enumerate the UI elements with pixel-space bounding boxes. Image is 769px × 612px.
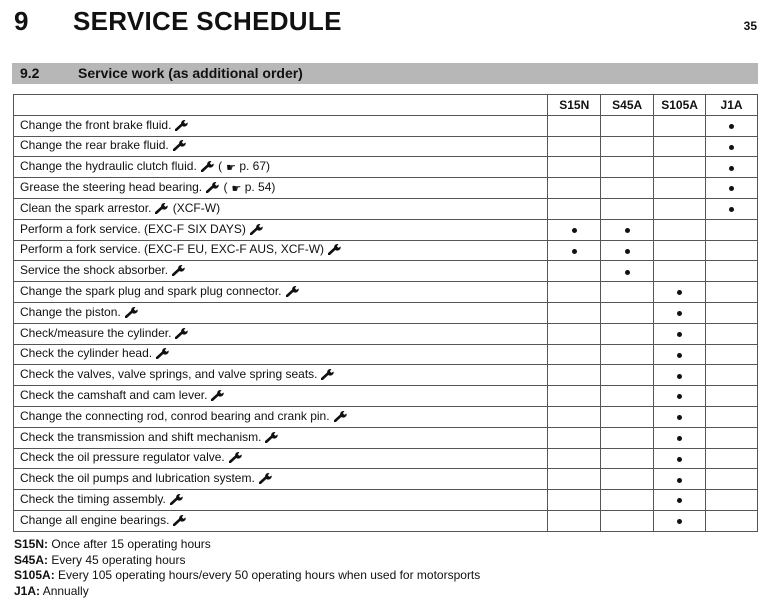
legend-item — [14, 553, 480, 569]
interval-cell-s45a — [601, 323, 654, 344]
chapter-number: 9 — [14, 6, 29, 36]
table-row — [14, 365, 758, 386]
interval-cell-j1a — [706, 240, 758, 261]
interval-cell-j1a — [706, 427, 758, 448]
section-number: 9.2 — [20, 65, 40, 81]
interval-cell-j1a — [706, 469, 758, 490]
interval-cell-s45a — [601, 386, 654, 407]
wrench-icon — [328, 243, 342, 258]
interval-cell-s105a — [654, 302, 706, 323]
task-cell — [14, 302, 548, 323]
task-label: Change the rear brake fluid. — [20, 138, 169, 153]
task-cell — [14, 448, 548, 469]
task-cell — [14, 469, 548, 490]
interval-cell-j1a — [706, 261, 758, 282]
wrench-icon — [125, 306, 139, 321]
interval-legend — [14, 537, 480, 599]
table-row — [14, 136, 758, 157]
bullet-icon — [677, 394, 682, 399]
legend-text: Once after 15 operating hours — [51, 537, 211, 551]
wrench-icon — [175, 119, 189, 134]
page-reference: p. 54 — [244, 180, 272, 195]
interval-cell-s15n — [548, 178, 601, 199]
interval-cell-s15n — [548, 490, 601, 511]
task-label: Check the timing assembly. — [20, 492, 166, 507]
model-note: (XCF-W) — [172, 200, 221, 215]
interval-cell-s45a — [601, 261, 654, 282]
bullet-icon — [677, 311, 682, 316]
interval-cell-s105a — [654, 261, 706, 282]
wrench-icon — [211, 389, 225, 404]
legend-text: Annually — [42, 583, 89, 598]
page-reference: p. 67 — [239, 159, 267, 174]
interval-cell-s15n — [548, 469, 601, 490]
interval-cell-s45a — [601, 490, 654, 511]
table-row — [14, 157, 758, 178]
bullet-icon — [677, 332, 682, 337]
task-label: Change the front brake fluid. — [20, 117, 172, 132]
interval-cell-j1a — [706, 448, 758, 469]
interval-cell-s15n — [548, 510, 601, 531]
legend-code: S105A: — [14, 568, 55, 582]
interval-cell-s45a — [601, 365, 654, 386]
interval-cell-s15n — [548, 386, 601, 407]
task-cell — [14, 198, 548, 219]
section-header-bar — [12, 63, 758, 84]
interval-cell-s105a — [654, 282, 706, 303]
task-label: Change the piston. — [20, 304, 121, 319]
interval-cell-s15n — [548, 219, 601, 240]
task-cell — [14, 240, 548, 261]
bullet-icon — [625, 228, 630, 233]
bullet-icon — [572, 228, 577, 233]
interval-cell-s45a — [601, 136, 654, 157]
interval-cell-s105a — [654, 240, 706, 261]
interval-cell-s45a — [601, 115, 654, 136]
wrench-icon — [170, 493, 184, 508]
wrench-icon — [155, 202, 169, 217]
wrench-icon — [156, 347, 170, 362]
interval-cell-s15n — [548, 157, 601, 178]
interval-cell-j1a — [706, 344, 758, 365]
task-cell — [14, 344, 548, 365]
wrench-icon — [173, 139, 187, 154]
interval-cell-j1a — [706, 178, 758, 199]
task-label: Check the camshaft and cam lever. — [20, 388, 208, 403]
interval-cell-s45a — [601, 219, 654, 240]
legend-text: Every 105 operating hours/every 50 operating hours when used for motorsports — [58, 568, 481, 582]
wrench-icon — [334, 410, 348, 425]
interval-cell-s45a — [601, 282, 654, 303]
task-cell — [14, 406, 548, 427]
legend-item — [14, 584, 480, 600]
task-label: Change the spark plug and spark plug connector. — [20, 284, 282, 299]
legend-code: J1A: — [14, 583, 41, 598]
table-row — [14, 406, 758, 427]
table-row — [14, 115, 758, 136]
task-cell — [14, 323, 548, 344]
interval-cell-s45a — [601, 510, 654, 531]
interval-cell-s15n — [548, 261, 601, 282]
table-row — [14, 198, 758, 219]
task-cell — [14, 219, 548, 240]
interval-cell-j1a — [706, 365, 758, 386]
interval-cell-s15n — [548, 136, 601, 157]
bullet-icon — [625, 270, 630, 275]
bullet-icon — [729, 145, 734, 150]
interval-cell-s15n — [548, 198, 601, 219]
task-cell — [14, 427, 548, 448]
interval-cell-s45a — [601, 198, 654, 219]
interval-cell-s45a — [601, 344, 654, 365]
interval-cell-s15n — [548, 282, 601, 303]
task-cell — [14, 386, 548, 407]
bullet-icon — [677, 415, 682, 420]
interval-cell-s15n — [548, 448, 601, 469]
bullet-icon — [677, 478, 682, 483]
interval-cell-s45a — [601, 427, 654, 448]
task-cell — [14, 115, 548, 136]
interval-cell-s105a — [654, 178, 706, 199]
legend-item — [14, 537, 480, 553]
task-label: Check the oil pumps and lubrication system. — [20, 471, 255, 486]
wrench-icon — [229, 451, 243, 466]
interval-cell-s15n — [548, 240, 601, 261]
interval-cell-j1a — [706, 115, 758, 136]
bullet-icon — [729, 207, 734, 212]
header-j1a: J1A — [706, 95, 758, 116]
wrench-icon — [206, 181, 220, 196]
bullet-icon — [729, 166, 734, 171]
interval-cell-j1a — [706, 282, 758, 303]
pointing-hand-icon: ☛ — [231, 183, 242, 196]
interval-cell-s15n — [548, 365, 601, 386]
interval-cell-s45a — [601, 157, 654, 178]
task-label: Perform a fork service. (EXC-F EU, EXC-F AUS, XCF-W) — [20, 242, 325, 257]
interval-cell-s45a — [601, 469, 654, 490]
interval-cell-s45a — [601, 448, 654, 469]
interval-cell-j1a — [706, 510, 758, 531]
bullet-icon — [677, 353, 682, 358]
interval-cell-s105a — [654, 510, 706, 531]
interval-cell-j1a — [706, 386, 758, 407]
interval-cell-s45a — [601, 302, 654, 323]
bullet-icon — [677, 374, 682, 379]
wrench-icon — [175, 327, 189, 342]
task-cell — [14, 261, 548, 282]
wrench-icon — [286, 285, 300, 300]
bullet-icon — [677, 498, 682, 503]
interval-cell-s105a — [654, 344, 706, 365]
interval-cell-s15n — [548, 323, 601, 344]
interval-cell-s105a — [654, 406, 706, 427]
task-label: Grease the steering head bearing. — [20, 180, 203, 195]
table-row — [14, 490, 758, 511]
table-row — [14, 427, 758, 448]
table-row — [14, 261, 758, 282]
table-row — [14, 510, 758, 531]
wrench-icon — [321, 368, 335, 383]
page-number: 35 — [743, 19, 757, 33]
wrench-icon — [265, 431, 279, 446]
wrench-icon — [172, 264, 186, 279]
interval-cell-s15n — [548, 406, 601, 427]
bullet-icon — [729, 124, 734, 129]
interval-cell-s105a — [654, 198, 706, 219]
interval-cell-s105a — [654, 136, 706, 157]
interval-cell-j1a — [706, 323, 758, 344]
bullet-icon — [572, 249, 577, 254]
task-cell — [14, 282, 548, 303]
chapter-title: SERVICE SCHEDULE — [73, 6, 342, 36]
table-row — [14, 178, 758, 199]
task-label: Check the cylinder head. — [20, 346, 153, 361]
task-cell — [14, 365, 548, 386]
interval-cell-j1a — [706, 198, 758, 219]
legend-item — [14, 568, 480, 584]
wrench-icon — [250, 223, 264, 238]
service-schedule-table — [13, 94, 758, 532]
table-row — [14, 219, 758, 240]
interval-cell-s105a — [654, 427, 706, 448]
header-s105a: S105A — [654, 95, 706, 116]
legend-code: S45A: — [14, 552, 49, 567]
task-cell: Change the hydraulic clutch fluid. ( ☛ p. 67) — [14, 157, 548, 178]
interval-cell-s15n — [548, 302, 601, 323]
table-row — [14, 386, 758, 407]
task-cell — [14, 490, 548, 511]
task-label: Service the shock absorber. — [20, 263, 169, 278]
task-label: Check/measure the cylinder. — [20, 325, 172, 340]
interval-cell-j1a — [706, 157, 758, 178]
interval-cell-j1a — [706, 406, 758, 427]
interval-cell-s105a — [654, 115, 706, 136]
legend-text: Every 45 operating hours — [51, 552, 186, 567]
interval-cell-s105a — [654, 157, 706, 178]
table-row — [14, 302, 758, 323]
bullet-icon — [677, 457, 682, 462]
task-label: Check the transmission and shift mechanism. — [20, 429, 262, 444]
interval-cell-s105a — [654, 469, 706, 490]
bullet-icon — [625, 249, 630, 254]
bullet-icon — [677, 436, 682, 441]
bullet-icon — [677, 519, 682, 524]
interval-cell-s105a — [654, 386, 706, 407]
interval-cell-s45a — [601, 178, 654, 199]
interval-cell-s45a — [601, 240, 654, 261]
task-label: Change the connecting rod, conrod bearing and crank pin. — [20, 408, 330, 423]
task-label: Change the hydraulic clutch fluid. — [20, 159, 197, 174]
bullet-icon — [677, 290, 682, 295]
interval-cell-s15n — [548, 115, 601, 136]
task-cell — [14, 136, 548, 157]
task-label: Clean the spark arrestor. — [20, 200, 152, 215]
interval-cell-s105a — [654, 490, 706, 511]
table-row — [14, 282, 758, 303]
interval-cell-j1a — [706, 490, 758, 511]
interval-cell-j1a — [706, 219, 758, 240]
task-label: Check the valves, valve springs, and valve spring seats. — [20, 367, 318, 382]
task-label: Check the oil pressure regulator valve. — [20, 450, 225, 465]
wrench-icon — [259, 472, 273, 487]
header-task — [14, 95, 548, 116]
interval-cell-s105a — [654, 219, 706, 240]
header-s45a: S45A — [601, 95, 654, 116]
interval-cell-s105a — [654, 365, 706, 386]
section-title: Service work (as additional order) — [78, 65, 303, 81]
interval-cell-j1a — [706, 302, 758, 323]
task-cell — [14, 510, 548, 531]
pointing-hand-icon: ☛ — [226, 162, 236, 175]
task-cell: Grease the steering head bearing. ( ☛ p. 54) — [14, 178, 548, 199]
interval-cell-s15n — [548, 344, 601, 365]
header-s15n: S15N — [548, 95, 601, 116]
interval-cell-s105a — [654, 323, 706, 344]
task-label: Perform a fork service. (EXC-F SIX DAYS) — [20, 221, 246, 236]
wrench-icon — [201, 160, 215, 175]
bullet-icon — [729, 186, 734, 191]
table-row — [14, 344, 758, 365]
table-header-row — [14, 95, 758, 116]
interval-cell-j1a — [706, 136, 758, 157]
wrench-icon — [173, 514, 187, 529]
table-row — [14, 323, 758, 344]
interval-cell-s105a — [654, 448, 706, 469]
table-row — [14, 448, 758, 469]
table-row — [14, 240, 758, 261]
interval-cell-s45a — [601, 406, 654, 427]
interval-cell-s15n — [548, 427, 601, 448]
task-label: Change all engine bearings. — [20, 512, 170, 527]
legend-code: S15N: — [14, 537, 49, 551]
table-row — [14, 469, 758, 490]
